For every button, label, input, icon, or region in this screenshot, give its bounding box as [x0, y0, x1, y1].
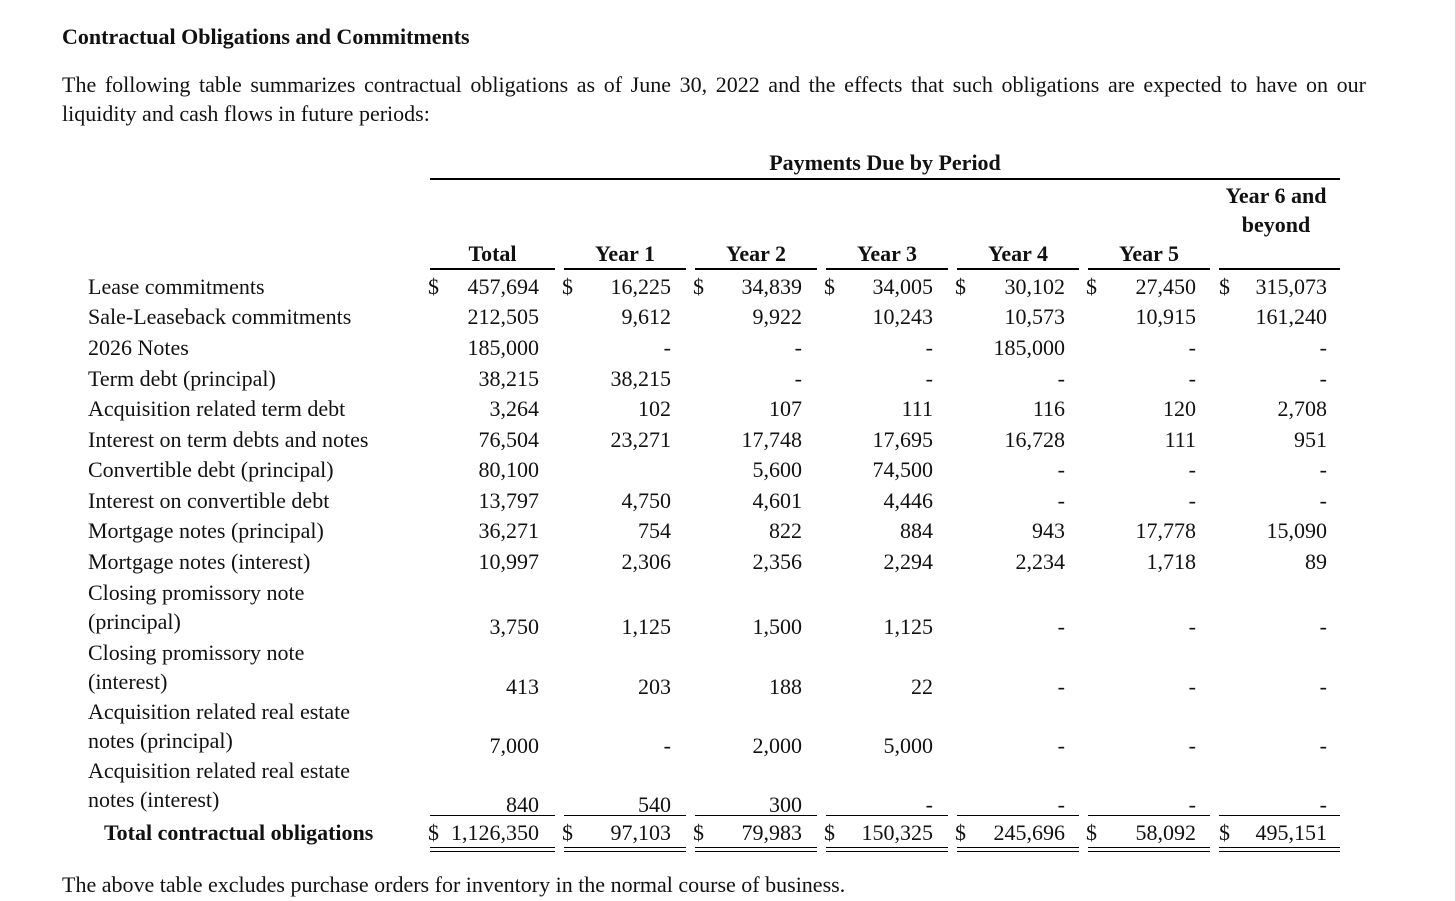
table-cell: 4,446: [883, 488, 933, 513]
table-cell: 884: [900, 518, 933, 543]
table-cell: -: [663, 335, 671, 360]
total-row-label: Total contractual obligations: [104, 820, 374, 845]
table-cell: -: [1188, 457, 1196, 482]
table-cell: 38,215: [610, 366, 671, 391]
section-heading: Contractual Obligations and Commitments: [62, 24, 470, 49]
table-cell: 300: [769, 792, 802, 817]
total-cell: 79,983: [741, 820, 802, 845]
currency-symbol: $: [1219, 274, 1230, 299]
table-cell: 2,356: [752, 549, 802, 574]
table-cell: 10,915: [1135, 304, 1196, 329]
table-cell: 30,102: [1004, 274, 1065, 299]
row-label: Convertible debt (principal): [88, 457, 334, 482]
row-label: Closing promissory note (principal): [88, 580, 305, 634]
table-cell: 1,500: [752, 614, 802, 639]
table-cell: -: [1188, 366, 1196, 391]
table-cell: 457,694: [467, 274, 539, 299]
table-cell: 120: [1163, 396, 1196, 421]
table-cell: 13,797: [478, 488, 539, 513]
total-cell: 97,103: [610, 820, 671, 845]
intro-paragraph: The following table summarizes contractual obligations as of June 30, 2022 and the effects that such obligations are expected to have on our liquidity and cash flows in future periods:: [62, 72, 1366, 126]
subtotal-rule: [1219, 815, 1340, 816]
table-cell: -: [1057, 488, 1065, 513]
table-cell: 2,234: [1015, 549, 1065, 574]
table-cell: 9,612: [621, 304, 671, 329]
table-cell: -: [925, 792, 933, 817]
table-cell: 2,708: [1277, 396, 1327, 421]
table-cell: -: [1188, 674, 1196, 699]
table-cell: 4,750: [621, 488, 671, 513]
table-cell: 2,294: [883, 549, 933, 574]
total-double-rule: [957, 847, 1079, 852]
row-label: Interest on term debts and notes: [88, 427, 369, 452]
total-cell: 495,151: [1255, 820, 1327, 845]
table-cell: 840: [506, 792, 539, 817]
row-label: Sale-Leaseback commitments: [88, 304, 352, 329]
table-cell: 188: [769, 674, 802, 699]
table-cell: -: [1188, 733, 1196, 758]
table-cell: 111: [901, 396, 933, 421]
table-cell: 36,271: [478, 518, 539, 543]
currency-symbol: $: [428, 820, 439, 845]
currency-symbol: $: [955, 274, 966, 299]
total-double-rule: [1088, 847, 1210, 852]
currency-symbol: $: [693, 820, 704, 845]
table-cell: -: [1319, 792, 1327, 817]
table-cell: 822: [769, 518, 802, 543]
subtotal-rule: [564, 815, 686, 816]
column-header: Year 2: [695, 239, 817, 270]
table-cell: 76,504: [478, 427, 539, 452]
table-cell: 22: [911, 674, 933, 699]
table-cell: 10,997: [478, 549, 539, 574]
table-footnote: The above table excludes purchase orders for inventory in the normal course of business.: [62, 872, 846, 897]
subtotal-rule: [957, 815, 1079, 816]
table-cell: -: [1057, 457, 1065, 482]
column-header: Year 4: [957, 239, 1079, 270]
table-cell: 17,748: [741, 427, 802, 452]
table-cell: 315,073: [1255, 274, 1327, 299]
column-header: Total: [430, 239, 555, 270]
column-header: Year 1: [564, 239, 686, 270]
period-title-rule: [430, 178, 1340, 180]
table-cell: 1,125: [883, 614, 933, 639]
currency-symbol: $: [428, 274, 439, 299]
column-header: Year 6 and beyond: [1225, 183, 1327, 237]
row-label: Lease commitments: [88, 274, 265, 299]
table-cell: 38,215: [478, 366, 539, 391]
table-cell: 7,000: [489, 733, 539, 758]
currency-symbol: $: [824, 820, 835, 845]
row-label: Interest on convertible debt: [88, 488, 330, 513]
table-cell: 111: [1164, 427, 1196, 452]
currency-symbol: $: [562, 274, 573, 299]
table-cell: 943: [1032, 518, 1065, 543]
column-header-rule: [1219, 268, 1340, 270]
row-label: Closing promissory note (interest): [88, 640, 305, 694]
table-cell: 185,000: [993, 335, 1065, 360]
table-cell: -: [1057, 792, 1065, 817]
table-cell: 17,695: [872, 427, 933, 452]
table-cell: 951: [1294, 427, 1327, 452]
table-cell: 413: [506, 674, 539, 699]
table-cell: -: [1319, 674, 1327, 699]
table-cell: 212,505: [467, 304, 539, 329]
table-cell: -: [1057, 366, 1065, 391]
subtotal-rule: [1088, 815, 1210, 816]
table-cell: 2,306: [621, 549, 671, 574]
table-cell: 27,450: [1135, 274, 1196, 299]
currency-symbol: $: [693, 274, 704, 299]
row-label: Acquisition related real estate notes (principal): [88, 699, 351, 753]
table-cell: -: [1319, 733, 1327, 758]
column-header: Year 3: [826, 239, 948, 270]
row-label: 2026 Notes: [88, 335, 189, 360]
table-cell: 15,090: [1266, 518, 1327, 543]
table-cell: 107: [769, 396, 802, 421]
total-double-rule: [1219, 847, 1340, 852]
table-cell: -: [925, 335, 933, 360]
table-cell: 3,264: [489, 396, 539, 421]
table-cell: -: [794, 366, 802, 391]
table-cell: 5,000: [883, 733, 933, 758]
row-label: Acquisition related term debt: [88, 396, 346, 421]
total-cell: 58,092: [1135, 820, 1196, 845]
column-header: Year 5: [1088, 239, 1210, 270]
table-cell: 74,500: [872, 457, 933, 482]
table-cell: -: [925, 366, 933, 391]
table-cell: -: [1057, 674, 1065, 699]
table-cell: -: [1057, 733, 1065, 758]
table-cell: 102: [638, 396, 671, 421]
total-cell: 1,126,350: [451, 820, 539, 845]
total-cell: 245,696: [993, 820, 1065, 845]
payments-due-title: Payments Due by Period: [769, 150, 1001, 175]
table-cell: -: [1188, 792, 1196, 817]
subtotal-rule: [430, 815, 555, 816]
table-cell: -: [794, 335, 802, 360]
currency-symbol: $: [562, 820, 573, 845]
table-cell: -: [1319, 488, 1327, 513]
currency-symbol: $: [1086, 274, 1097, 299]
table-cell: 161,240: [1255, 304, 1327, 329]
table-cell: 16,728: [1004, 427, 1065, 452]
table-cell: 2,000: [752, 733, 802, 758]
table-cell: 5,600: [752, 457, 802, 482]
table-cell: 3,750: [489, 614, 539, 639]
subtotal-rule: [826, 815, 948, 816]
table-cell: -: [1319, 457, 1327, 482]
table-cell: 10,243: [872, 304, 933, 329]
total-double-rule: [695, 847, 817, 852]
table-cell: -: [1188, 335, 1196, 360]
currency-symbol: $: [824, 274, 835, 299]
table-cell: 1,125: [621, 614, 671, 639]
table-cell: 89: [1305, 549, 1327, 574]
table-cell: -: [1188, 488, 1196, 513]
table-cell: 34,839: [741, 274, 802, 299]
table-cell: 9,922: [752, 304, 802, 329]
table-cell: -: [1319, 366, 1327, 391]
table-cell: 23,271: [610, 427, 671, 452]
currency-symbol: $: [955, 820, 966, 845]
row-label: Term debt (principal): [88, 366, 276, 391]
table-cell: 80,100: [478, 457, 539, 482]
table-cell: -: [663, 733, 671, 758]
table-cell: 16,225: [610, 274, 671, 299]
total-double-rule: [564, 847, 686, 852]
total-double-rule: [826, 847, 948, 852]
total-double-rule: [430, 847, 555, 852]
table-cell: -: [1319, 335, 1327, 360]
table-cell: 185,000: [467, 335, 539, 360]
table-cell: 1,718: [1146, 549, 1196, 574]
subtotal-rule: [695, 815, 817, 816]
table-cell: 17,778: [1135, 518, 1196, 543]
table-cell: -: [1057, 614, 1065, 639]
row-label: Mortgage notes (principal): [88, 518, 324, 543]
row-label: Mortgage notes (interest): [88, 549, 311, 574]
total-cell: 150,325: [861, 820, 933, 845]
table-cell: 10,573: [1004, 304, 1065, 329]
table-cell: 4,601: [752, 488, 802, 513]
table-cell: 754: [638, 518, 671, 543]
table-cell: 540: [638, 792, 671, 817]
row-label: Acquisition related real estate notes (interest): [88, 758, 351, 812]
table-cell: 116: [1032, 396, 1065, 421]
table-cell: 203: [638, 674, 671, 699]
table-cell: -: [1188, 614, 1196, 639]
table-cell: -: [1319, 614, 1327, 639]
currency-symbol: $: [1219, 820, 1230, 845]
currency-symbol: $: [1086, 820, 1097, 845]
table-cell: 34,005: [872, 274, 933, 299]
